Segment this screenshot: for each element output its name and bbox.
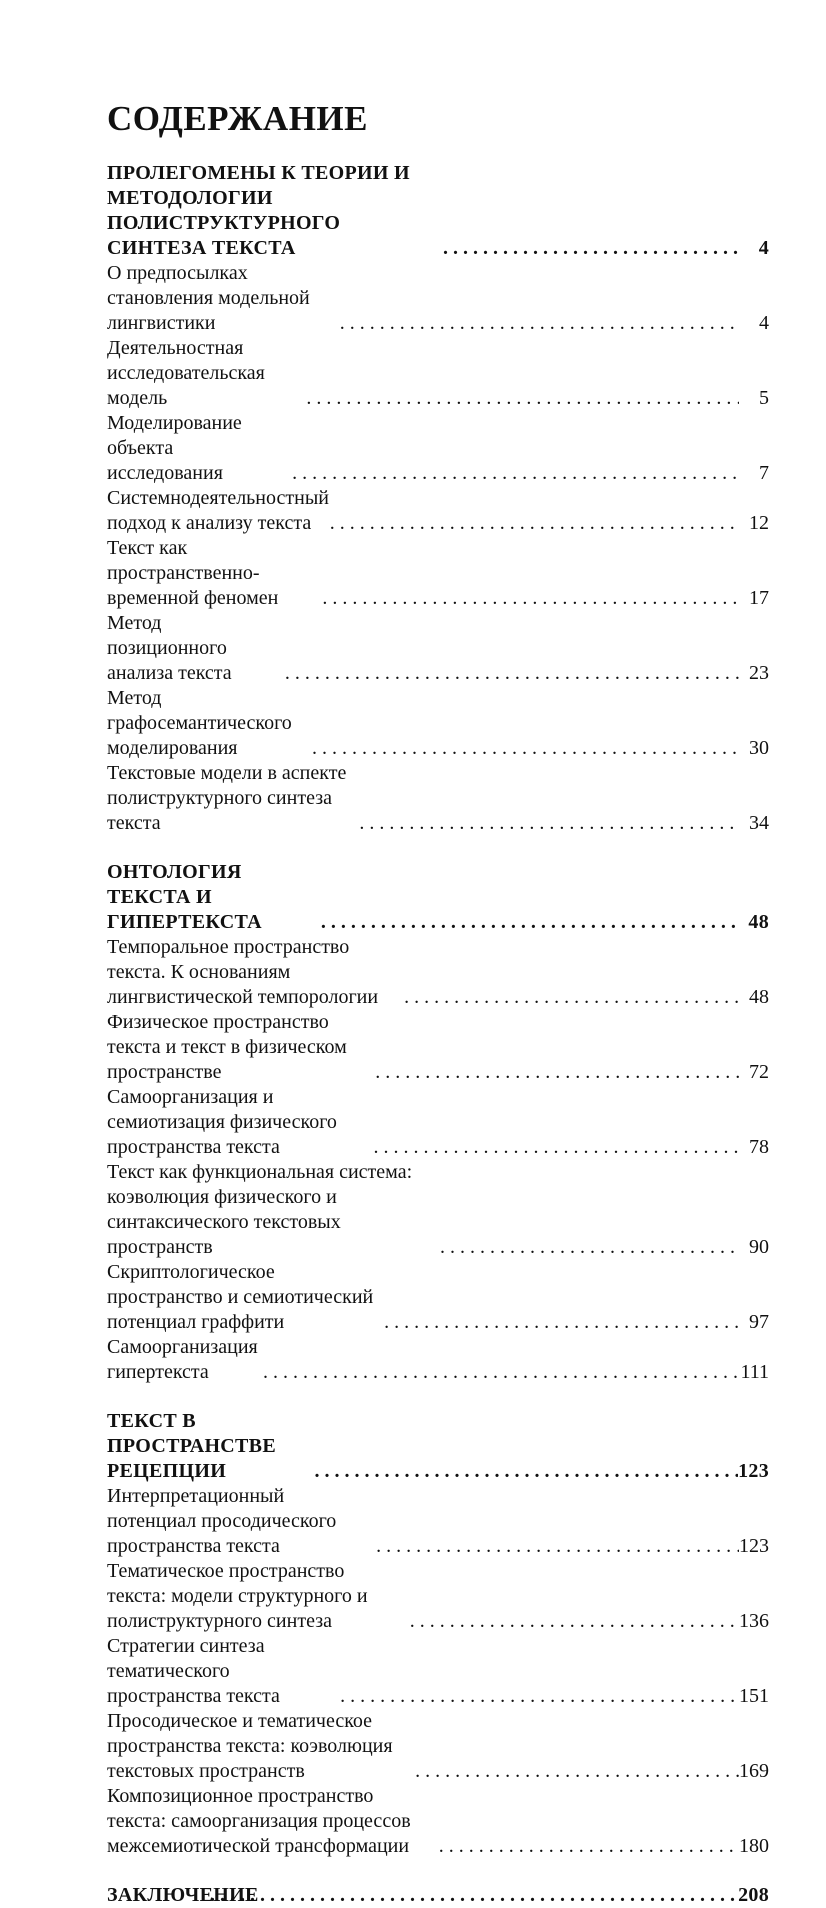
- toc-entry[interactable]: [107, 686, 769, 761]
- toc-page-number: 180: [739, 1835, 769, 1857]
- toc-section-prolegomena: [107, 161, 769, 836]
- dot-leader: [337, 1684, 739, 1709]
- toc-entry-title: Метод позиционного анализа текста: [107, 612, 232, 684]
- toc-entry-title: Текстовые модели в аспекте полиструктурного синтеза текста: [107, 762, 347, 834]
- toc-entry-title: Скриптологическое пространство и семиотический потенциал граффити: [107, 1261, 374, 1333]
- toc-entry[interactable]: [107, 1260, 769, 1335]
- toc-entry[interactable]: [107, 411, 769, 486]
- toc-page-number: 111: [740, 1361, 769, 1383]
- toc-entry[interactable]: [107, 486, 769, 536]
- dot-leader: [412, 1759, 739, 1784]
- toc-entry[interactable]: [107, 1010, 769, 1085]
- toc-entry-title: Системнодеятельностный подход к анализу текста: [107, 487, 329, 534]
- toc-entry-title: Композиционное пространство текста: самоорганизация процессов межсемиотической трансформации: [107, 1785, 411, 1857]
- toc-entry-title: Просодическое и тематическое пространства текста: коэволюция текстовых пространств: [107, 1710, 393, 1782]
- toc-entry[interactable]: [107, 1484, 769, 1559]
- dot-leader: [318, 910, 739, 935]
- toc-page-number: 12: [749, 512, 769, 534]
- toc-part-title: ПРОЛЕГОМЕНЫ К ТЕОРИИ И МЕТОДОЛОГИИ ПОЛИСТРУКТУРНОГО СИНТЕЗА ТЕКСТА: [107, 162, 410, 259]
- toc-part-entry[interactable]: [107, 1883, 769, 1908]
- toc-section-conclusion: [107, 1883, 769, 1908]
- toc-page-number: 4: [758, 237, 769, 259]
- toc-entry[interactable]: [107, 1559, 769, 1634]
- toc-entry-title: Метод графосемантического моделирования: [107, 687, 292, 759]
- toc-entry-title: Самоорганизация и семиотизация физического пространства текста: [107, 1086, 337, 1158]
- toc-page-number: 208: [738, 1884, 769, 1906]
- dot-leader: [282, 661, 739, 686]
- toc-page-number: 78: [749, 1136, 769, 1158]
- toc-page-number: 123: [739, 1535, 769, 1557]
- toc-entry-title: Текст как пространственно-временной феномен: [107, 537, 279, 609]
- dot-leader: [309, 736, 739, 761]
- dot-leader: [319, 586, 739, 611]
- toc-entry[interactable]: [107, 611, 769, 686]
- toc-page-number: 30: [749, 737, 769, 759]
- toc-page-number: 123: [738, 1460, 769, 1482]
- toc-entry[interactable]: [107, 536, 769, 611]
- toc-entry-title: Текст как функциональная система: коэволюция физического и синтаксического текстовых пространств: [107, 1161, 413, 1258]
- toc-section-reception: [107, 1409, 769, 1859]
- toc-entry-title: Деятельностная исследовательская модель: [107, 337, 265, 409]
- dot-leader: [436, 1834, 739, 1859]
- toc-entry-title: Самоорганизация гипертекста: [107, 1336, 258, 1383]
- toc-entry[interactable]: [107, 935, 769, 1010]
- toc-page-number: 34: [749, 812, 769, 834]
- page-title: СОДЕРЖАНИЕ: [107, 99, 369, 138]
- toc-entry[interactable]: [107, 1085, 769, 1160]
- toc-entry[interactable]: [107, 761, 769, 836]
- toc-page-number: 97: [749, 1311, 769, 1333]
- toc-page-number: 48: [749, 986, 769, 1008]
- toc-page-number: 7: [759, 462, 769, 484]
- toc-entry[interactable]: [107, 1784, 769, 1859]
- toc-entry-title: Интерпретационный потенциал просодического пространства текста: [107, 1485, 337, 1557]
- dot-leader: [407, 1609, 739, 1634]
- table-of-contents: [107, 161, 769, 1908]
- dot-leader: [381, 1310, 739, 1335]
- dot-leader: [337, 311, 739, 336]
- dot-leader: [356, 811, 739, 836]
- toc-page-number: 17: [749, 587, 769, 609]
- toc-page-number: 5: [759, 387, 769, 409]
- dot-leader: [289, 461, 739, 486]
- toc-part-entry[interactable]: [107, 1409, 769, 1484]
- dot-leader: [372, 1060, 739, 1085]
- toc-page-number: 136: [739, 1610, 769, 1632]
- dot-leader: [312, 1459, 739, 1484]
- toc-page-number: 72: [749, 1061, 769, 1083]
- dot-leader: [440, 236, 739, 261]
- toc-page-number: 151: [739, 1685, 769, 1707]
- toc-part-title: ОНТОЛОГИЯ ТЕКСТА И ГИПЕРТЕКСТА: [107, 861, 262, 933]
- toc-page-number: 4: [759, 312, 769, 334]
- toc-entry-title: О предпосылках становления модельной лингвистики: [107, 262, 310, 334]
- toc-part-entry[interactable]: [107, 860, 769, 935]
- dot-leader: [437, 1235, 739, 1260]
- toc-part-title: ТЕКСТ В ПРОСТРАНСТВЕ РЕЦЕПЦИИ: [107, 1410, 276, 1482]
- toc-page-number: 48: [748, 911, 769, 933]
- toc-entry-title: Стратегии синтеза тематического пространства текста: [107, 1635, 280, 1707]
- dot-leader: [373, 1534, 739, 1559]
- toc-part-entry[interactable]: [107, 161, 769, 261]
- toc-page-number: 169: [739, 1760, 769, 1782]
- dot-leader: [303, 386, 739, 411]
- toc-entry[interactable]: [107, 261, 769, 336]
- dot-leader: [207, 1883, 738, 1908]
- toc-entry-title: Моделирование объекта исследования: [107, 412, 242, 484]
- toc-entry[interactable]: [107, 1709, 769, 1784]
- toc-entry[interactable]: [107, 1160, 769, 1260]
- toc-entry-title: Тематическое пространство текста: модели структурного и полиструктурного синтеза: [107, 1560, 368, 1632]
- dot-leader: [401, 985, 739, 1010]
- toc-entry[interactable]: [107, 336, 769, 411]
- dot-leader: [260, 1360, 739, 1385]
- dot-leader: [370, 1135, 739, 1160]
- toc-entry[interactable]: [107, 1634, 769, 1709]
- toc-page-number: 23: [749, 662, 769, 684]
- toc-part-title: ЗАКЛЮЧЕНИЕ: [107, 1884, 259, 1906]
- toc-section-ontology: [107, 860, 769, 1385]
- toc-entry-title: Физическое пространство текста и текст в физическом пространстве: [107, 1011, 347, 1083]
- toc-entry-title: Темпоральное пространство текста. К основаниям лингвистической темпорологии: [107, 936, 379, 1008]
- toc-page-number: 90: [749, 1236, 769, 1258]
- toc-entry[interactable]: [107, 1335, 769, 1385]
- dot-leader: [327, 511, 739, 536]
